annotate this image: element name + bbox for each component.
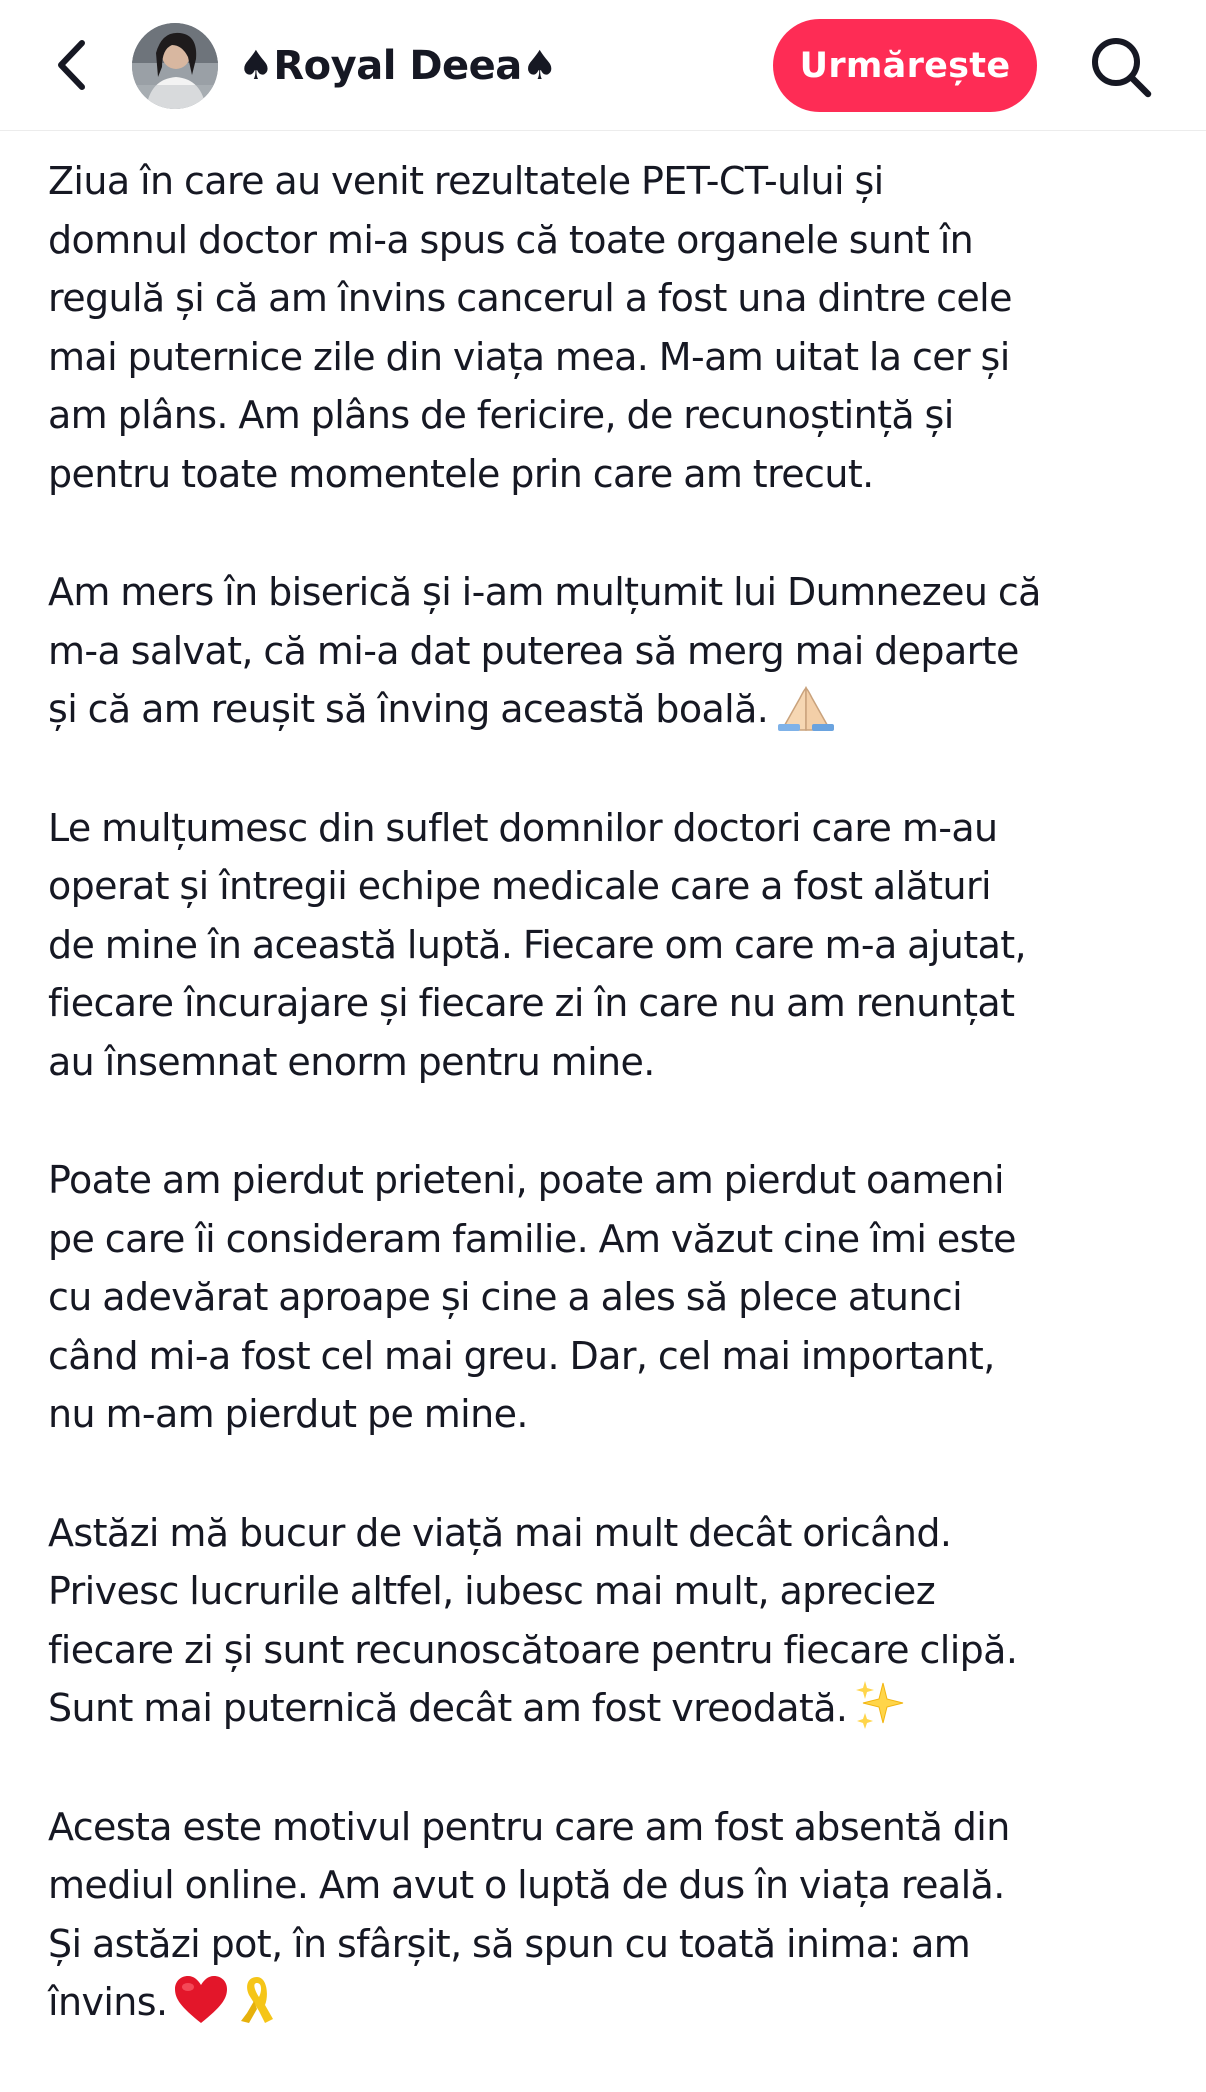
- text-line: Le mulțumesc din suflet domnilor doctori care m-au: [48, 805, 998, 850]
- back-button[interactable]: [44, 30, 100, 100]
- paragraph-1: [48, 152, 1168, 503]
- top-bar: [0, 0, 1206, 131]
- text-line: Am mers în biserică și i-am mulțumit lui Dumnezeu că: [48, 570, 1041, 614]
- text-line: operat și întregii echipe medicale care a fost alături: [48, 864, 991, 908]
- text-line: și că am reușit să înving această boală.: [48, 687, 769, 731]
- text-line: Acesta este motivul pentru care am fost absentă din: [48, 1804, 1010, 1849]
- text-line: Privesc lucrurile altfel, iubesc mai mult, apreciez: [48, 1569, 936, 1613]
- text-line: fiecare încurajare și fiecare zi în care nu am renunțat: [48, 981, 1015, 1025]
- text-line: m-a salvat, că mi-a dat puterea să merg mai departe: [48, 628, 1019, 673]
- search-icon: [1088, 34, 1154, 100]
- follow-button[interactable]: Urmărește: [773, 19, 1037, 112]
- text-line: când mi-a fost cel mai greu. Dar, cel mai important,: [48, 1333, 995, 1378]
- praying-hands-icon: [774, 684, 838, 749]
- paragraph-5: [48, 1504, 1168, 1738]
- chevron-left-icon: [52, 37, 92, 93]
- text-line: pe care îi consideram familie. Am văzut cine îmi este: [48, 1216, 1016, 1261]
- sparkles-icon: [853, 1679, 909, 1748]
- text-line-with-emoji: [48, 680, 1168, 739]
- text-line: Sunt mai puternică decât am fost vreodată.: [48, 1686, 848, 1730]
- yellow-ribbon-icon: [235, 1973, 279, 2042]
- text-line: Poate am pierdut prieteni, poate am pierdut oameni: [48, 1158, 1004, 1202]
- paragraph-3: [48, 799, 1168, 1092]
- paragraph-2: [48, 563, 1168, 739]
- red-heart-icon: [173, 1975, 229, 2042]
- text-line: Ziua în care au venit rezultatele PET-CT-ului și: [48, 159, 884, 203]
- text-line: am plâns. Am plâns de fericire, de recunoștință și: [48, 393, 954, 437]
- text-line: nu m-am pierdut pe mine.: [48, 1392, 528, 1436]
- text-line-with-emoji: [48, 1973, 1168, 2032]
- text-line: domnul doctor mi-a spus că toate organele sunt în: [48, 217, 974, 262]
- text-line: regulă și că am învins cancerul a fost una dintre cele: [48, 276, 1012, 320]
- paragraph-6: [48, 1798, 1168, 2032]
- text-line: pentru toate momentele prin care am trecut.: [48, 451, 874, 496]
- text-line: Și astăzi pot, în sfârșit, să spun cu toată inima: am: [48, 1921, 971, 1966]
- text-line: au însemnat enorm pentru mine.: [48, 1039, 655, 1084]
- avatar-photo: [132, 23, 218, 109]
- paragraph-4: [48, 1151, 1168, 1444]
- text-line-with-emoji: [48, 1679, 1168, 1738]
- post-body: [48, 152, 1168, 2092]
- text-line: fiecare zi și sunt recunoscătoare pentru fiecare clipă.: [48, 1627, 1018, 1672]
- text-line: învins.: [48, 1980, 168, 2024]
- avatar[interactable]: [132, 23, 218, 109]
- search-button[interactable]: [1086, 32, 1156, 102]
- text-line: mediul online. Am avut o luptă de dus în viața reală.: [48, 1863, 1005, 1907]
- text-line: Astăzi mă bucur de viață mai mult decât oricând.: [48, 1510, 952, 1555]
- text-line: mai puternice zile din viața mea. M-am uitat la cer și: [48, 334, 1010, 379]
- username[interactable]: ♠Royal Deea♠: [238, 43, 558, 89]
- text-line: de mine în această luptă. Fiecare om care m-a ajutat,: [48, 922, 1027, 967]
- text-line: cu adevărat aproape și cine a ales să plece atunci: [48, 1275, 963, 1319]
